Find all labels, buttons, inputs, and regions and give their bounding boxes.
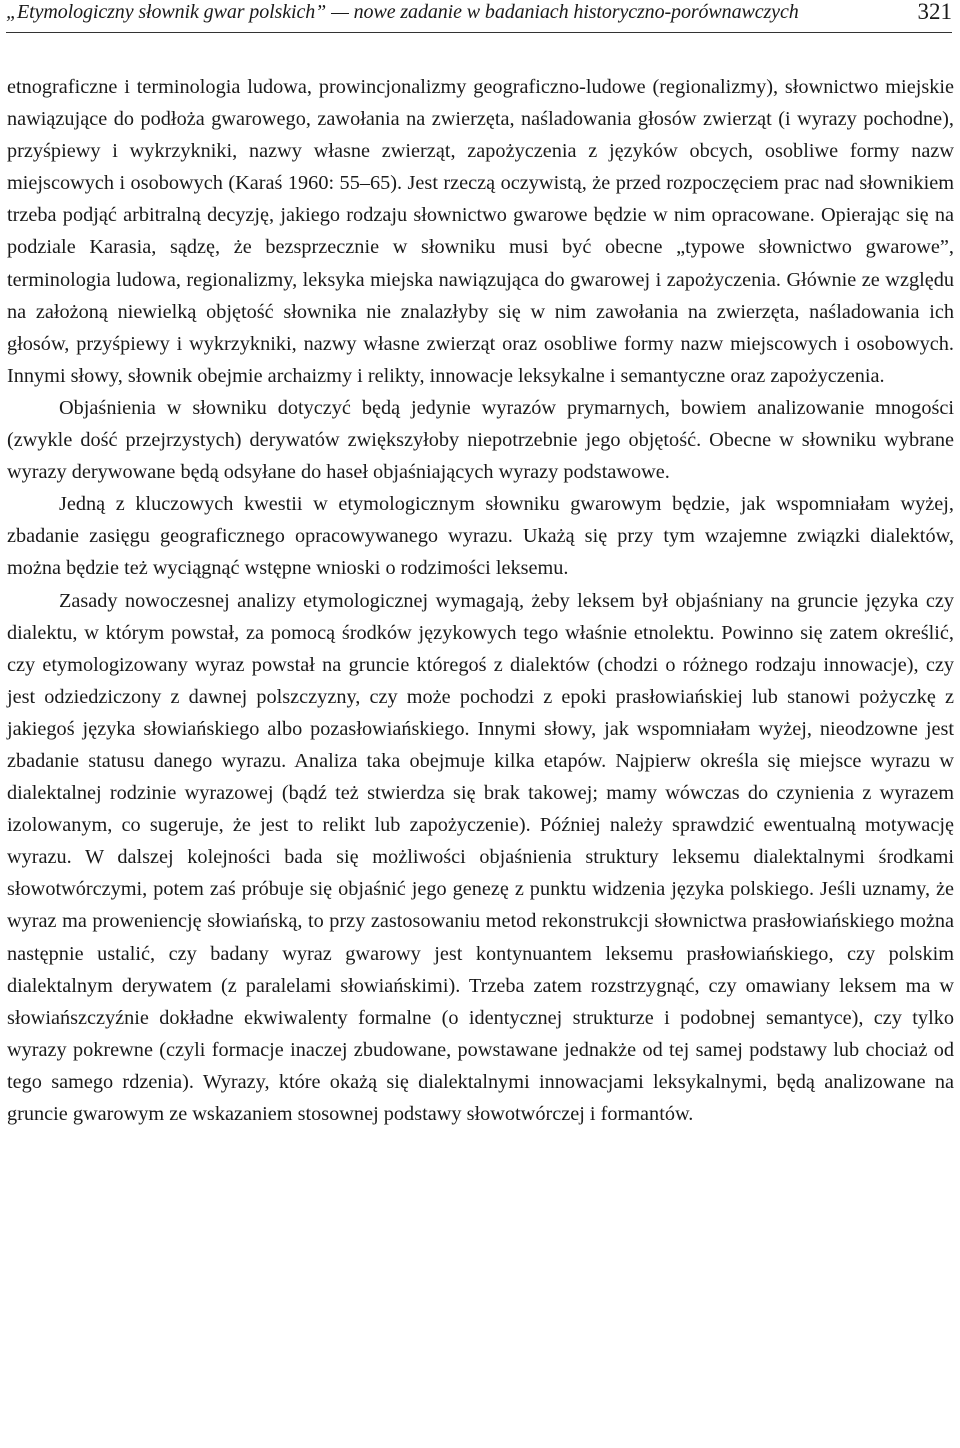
paragraph-2: Objaśnienia w słowniku dotyczyć będą jedynie wyrazów prymarnych, bowiem analizowanie mnogości (zwykle dość przejrzystych) derywatów zwiększyłoby niepotrzebnie jego objętość. Obecne w słowniku wybrane wyrazy derywowane będą odsyłane do haseł objaśniających wyrazy podstawowe. (7, 396, 954, 484)
page-number: 321 (917, 0, 952, 24)
paragraph-4: Zasady nowoczesnej analizy etymologicznej wymagają, żeby leksem był objaśniany na gruncie języka czy dialektu, w którym powstał, za pomocą środków językowych tego właśnie etnolektu. Powinno się zatem określić, czy etymologizowany wyraz powstał na gruncie któregoś z dialektów (chodzi o różnego rodzaju innowacje), czy jest odziedziczony z dawnej polszczyzny, czy może pochodzi z epoki prasłowiańskiej lub stanowi pożyczkę z jakiegoś języka słowiańskiego albo pozasłowiańskiego. Innymi słowy, jak wspomniałam wyżej, nieodzowne jest zbadanie statusu danego wyrazu. Analiza taka obejmuje kilka etapów. Najpierw określa się miejsce wyrazu w dialektalnej rodzinie wyrazowej (bądź też stwierdza się brak takowej; mamy wówczas do czynienia z wyrazem izolowanym, co sugeruje, że jest to relikt lub zapożyczenie). Później należy sprawdzić ewentualną motywację wyrazu. W dalszej kolejności bada się możliwości objaśnienia struktury leksemu dialektalnymi środkami słowotwórczymi, potem zaś próbuje się objaśnić jego genezę z punktu widzenia języka polskiego. Jeśli uznamy, że wyraz ma proweniencję słowiańską, to przy zastosowaniu metod rekonstrukcji słownictwa prasłowiańskiego można następnie ustalić, czy badany wyraz gwarowy jest kontynuantem leksemu prasłowiańskiego, czy polskim dialektalnym derywatem (z paralelami słowiańskimi). Trzeba zatem rozstrzygnąć, czy omawiany leksem ma w słowiańszczyźnie dokładne ekwiwalenty formalne (o identycznej strukturze i podobnej semantyce), czy tylko wyrazy pokrewne (czyli formacje inaczej zbudowane, powstawane jednakże od tej samej podstawy lub chociaż od tego samego rdzenia). Wyrazy, które okażą się dialektalnymi innowacjami leksykalnymi, będą analizowane na gruncie gwarowym ze wskazaniem stosownej podstawy słowotwórczej i formantów. (7, 589, 954, 1125)
paragraph-3: Jedną z kluczowych kwestii w etymologicznym słowniku gwarowym będzie, jak wspomniałam wyżej, zbadanie zasięgu geograficznego opracowywanego wyrazu. Ukażą się przy tym wzajemne związki dialektów, można będzie też wyciągnąć wstępne wnioski o rodzimości leksemu. (7, 493, 954, 580)
running-title: „Etymologiczny słownik gwar polskich” — nowe zadanie w badaniach historyczno-porównawczych (6, 1, 799, 23)
body-text (7, 71, 954, 1130)
running-header (6, 0, 952, 33)
paragraph-1: etnograficzne i terminologia ludowa, prowincjonalizmy geograficzno-ludowe (regionalizmy), słownictwo miejskie nawiązujące do podłoża gwarowego, zawołania na zwierzęta, naśladowania głosów zwierząt (i wyrazy pochodne), przyśpiewy i wykrzykniki, nazwy własne zwierząt, zapożyczenia z języków obcych, osobliwe formy nazw miejscowych i osobowych (Karaś 1960: 55–65). Jest rzeczą oczywistą, że przed rozpoczęciem prac nad słownikiem trzeba podjąć arbitralną decyzję, jakiego rodzaju słownictwo gwarowe będzie w nim opracowane. Opierając się na podziale Karasia, sądzę, że bezsprzecznie w słowniku musi być obecne „typowe słownictwo gwarowe”, terminologia ludowa, regionalizmy, leksyka miejska nawiązująca do gwarowej i zapożyczenia. Głównie ze względu na założoną niewielką objętość słownika nie znalazłyby się w nim zawołania na zwierzęta, naśladowania ich głosów, przyśpiewy i wykrzykniki, nazwy własne zwierząt oraz osobliwe formy nazw miejscowych i osobowych. Innymi słowy, słownik obejmie archaizmy i relikty, innowacje leksykalne i semantyczne oraz zapożyczenia. (7, 76, 954, 387)
